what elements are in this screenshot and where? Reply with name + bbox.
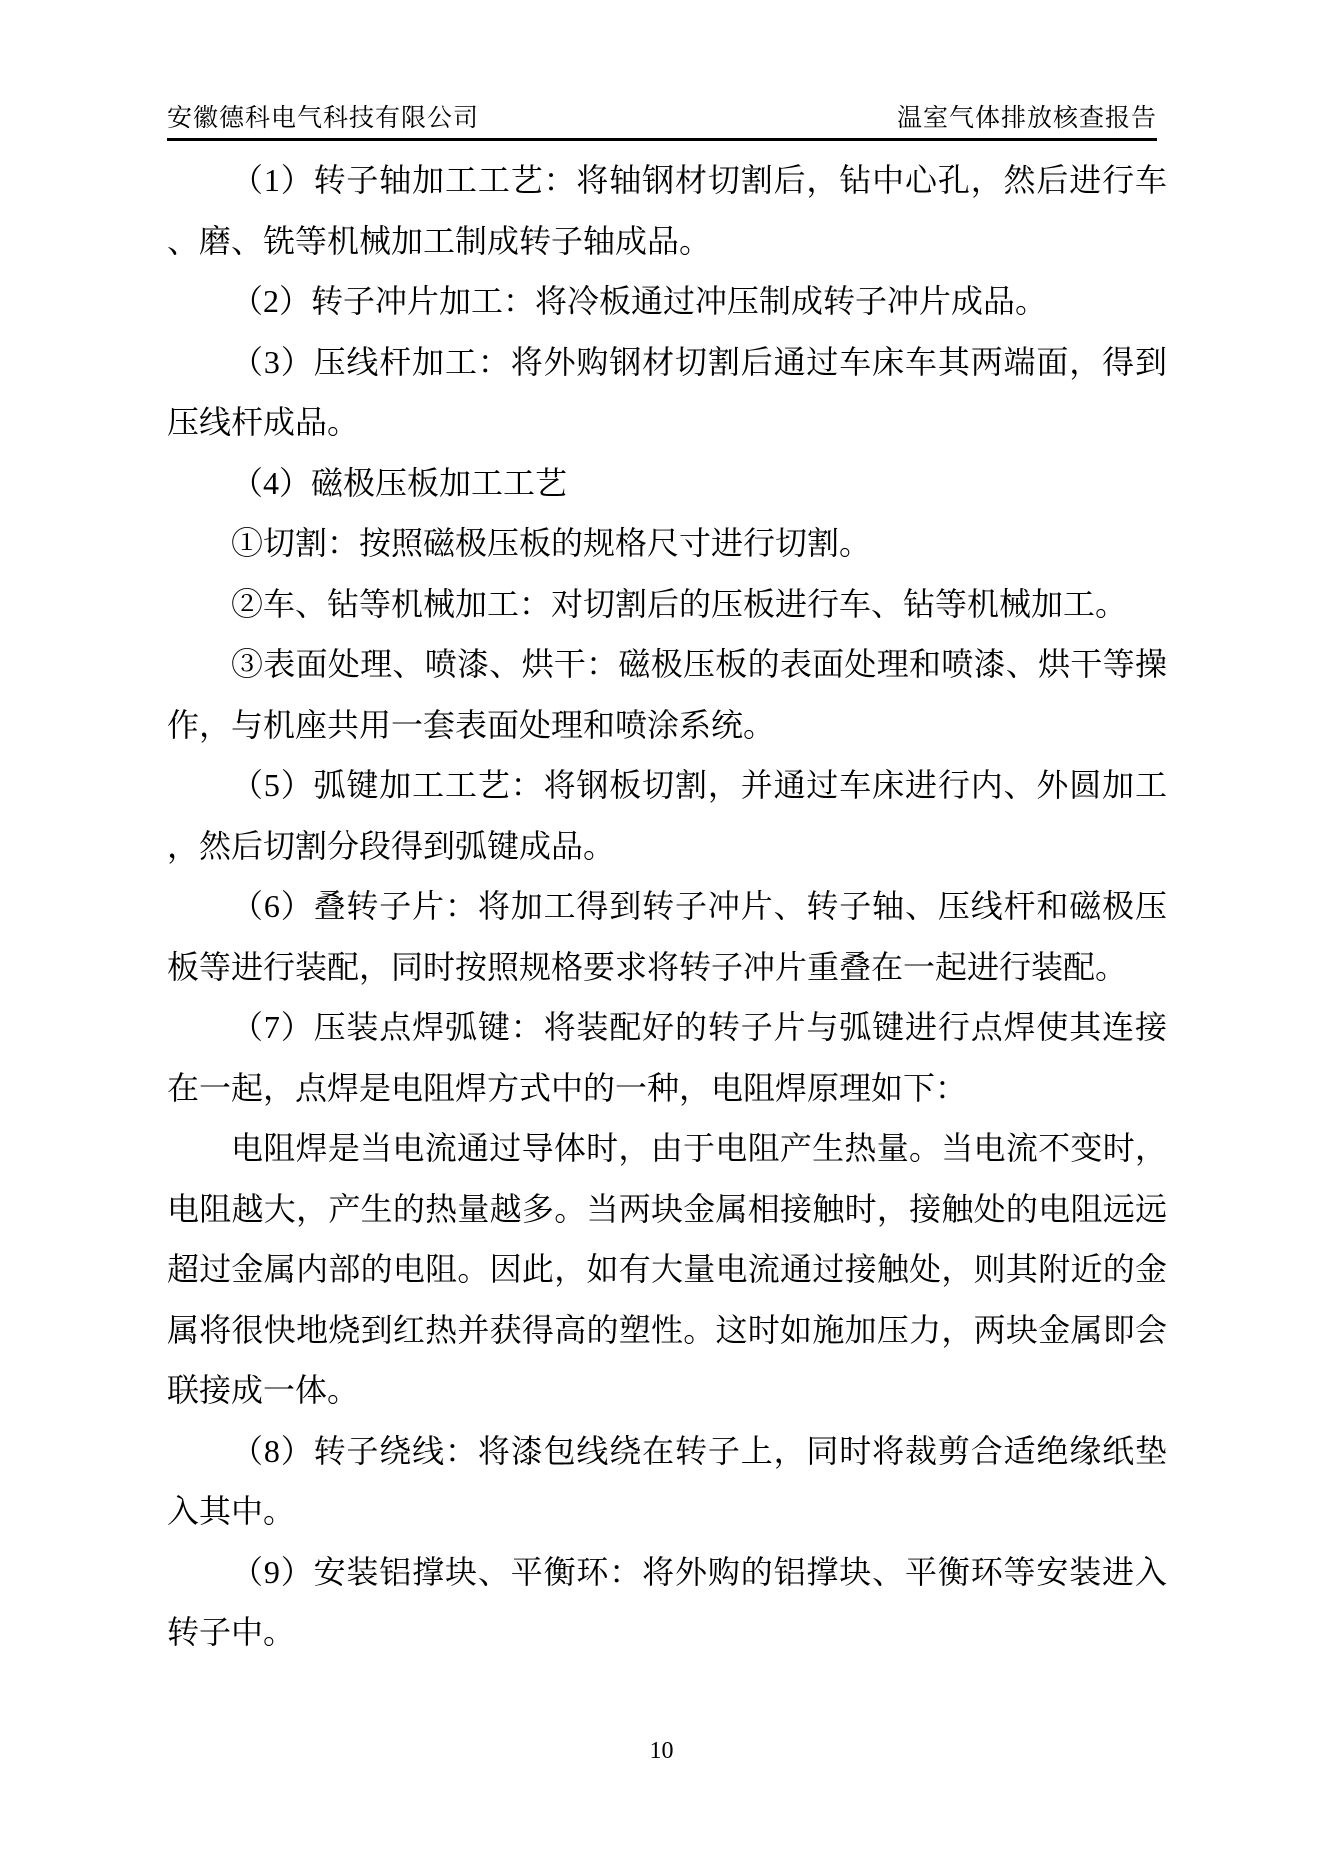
- body-paragraph: ③表面处理、喷漆、烘干：磁极压板的表面处理和喷漆、烘干等操作，与机座共用一套表面处理和喷涂系统。: [167, 646, 1167, 743]
- body-paragraph: （6）叠转子片：将加工得到转子冲片、转子轴、压线杆和磁极压板等进行装配，同时按照规格要求将转子冲片重叠在一起进行装配。: [167, 888, 1167, 985]
- body-paragraph: （7）压装点焊弧键：将装配好的转子片与弧键进行点焊使其连接在一起，点焊是电阻焊方式中的一种，电阻焊原理如下：: [167, 1009, 1167, 1106]
- body-paragraph: （1）转子轴加工工艺：将轴钢材切割后，钻中心孔，然后进行车、磨、铣等机械加工制成转子轴成品。: [167, 162, 1167, 259]
- header-report-title: 温室气体排放核查报告: [896, 105, 1157, 132]
- body-paragraph: （5）弧键加工工艺：将钢板切割，并通过车床进行内、外圆加工，然后切割分段得到弧键成品。: [167, 767, 1167, 864]
- body-paragraph: （3）压线杆加工：将外购钢材切割后通过车床车其两端面，得到压线杆成品。: [167, 343, 1167, 440]
- body-paragraph: （2）转子冲片加工：将冷板通过冲压制成转子冲片成品。: [231, 283, 1048, 319]
- page-footer: [0, 1736, 1323, 1766]
- header-rule: [167, 138, 1157, 141]
- body-paragraph: ②车、钻等机械加工：对切割后的压板进行车、钻等机械加工。: [231, 585, 1128, 622]
- document-body: [167, 150, 1167, 1663]
- body-paragraph: （4）磁极压板加工工艺: [231, 464, 568, 501]
- body-paragraph: ①切割：按照磁极压板的规格尺寸进行切割。: [231, 525, 872, 561]
- body-paragraph: （8）转子绕线：将漆包线绕在转子上，同时将裁剪合适绝缘纸垫入其中。: [167, 1432, 1167, 1529]
- body-paragraph: （9）安装铝撑块、平衡环：将外购的铝撑块、平衡环等安装进入转子中。: [167, 1553, 1167, 1650]
- body-paragraph: 电阻焊是当电流通过导体时，由于电阻产生热量。当电流不变时，电阻越大，产生的热量越多。当两块金属相接触时，接触处的电阻远远超过金属内部的电阻。因此，如有大量电流通过接触处，则其附近的金属将很快地烧到红热并获得高的塑性。这时如施加压力，两块金属即会联接成一体。: [167, 1130, 1167, 1408]
- page-number: 10: [649, 1738, 674, 1764]
- page-header: [167, 103, 1157, 135]
- header-company-name: 安徽德科电气科技有限公司: [167, 105, 480, 132]
